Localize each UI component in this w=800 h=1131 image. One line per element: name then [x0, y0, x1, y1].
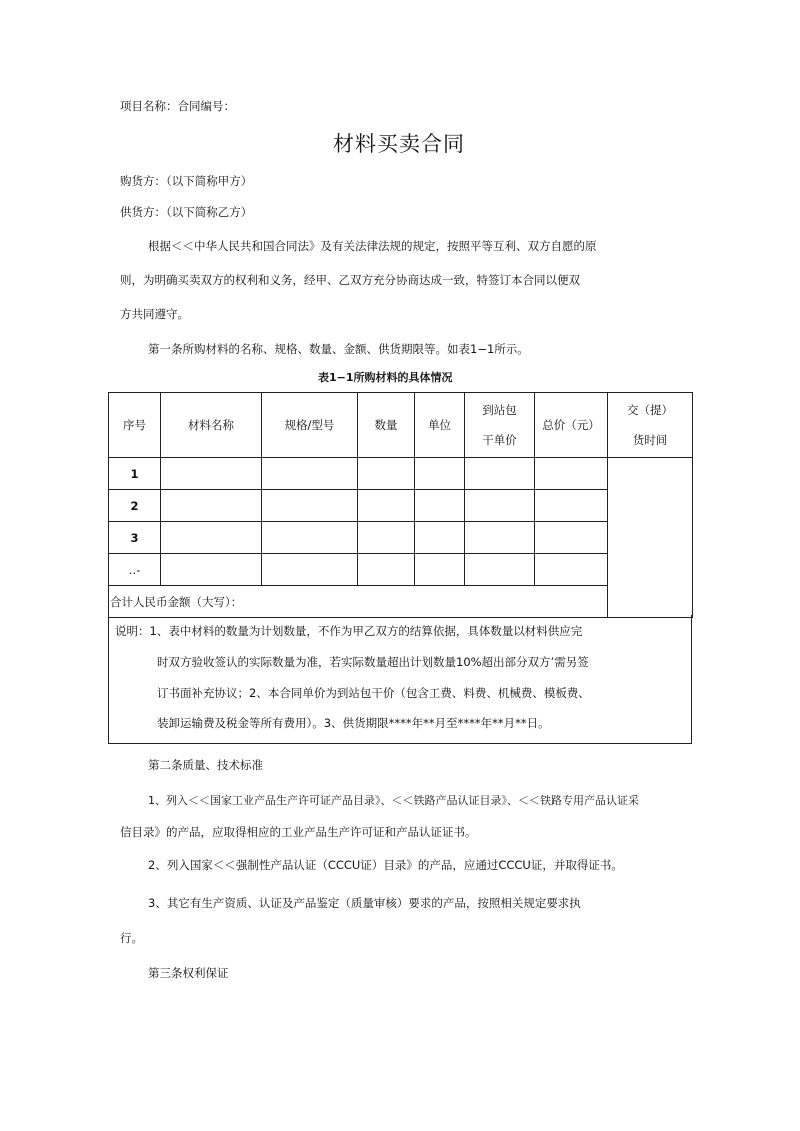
- article2-item3-line1: 3、其它有生产资质、认证及产品鉴定（质量审核）要求的产品，按照相关规定要求执: [148, 896, 581, 910]
- header-unit: 单位: [415, 393, 465, 458]
- table-cell: [161, 490, 262, 522]
- table-cell: [358, 490, 415, 522]
- page-title: 材料买卖合同: [333, 132, 465, 156]
- table-cell: [415, 490, 465, 522]
- table-cell: [358, 554, 415, 586]
- table-cell: [465, 458, 535, 490]
- row-number: 2: [109, 490, 161, 522]
- table-row: [109, 490, 693, 522]
- table-cell: [465, 554, 535, 586]
- table-cell: [161, 458, 262, 490]
- delivery-time-merged-cell: [608, 458, 693, 618]
- table-cell: [465, 490, 535, 522]
- total-row: [109, 586, 693, 618]
- header-no: 序号: [109, 393, 161, 458]
- article3-heading: 第三条权利保证: [148, 966, 229, 980]
- table-notes: [108, 615, 692, 744]
- table-row: [109, 458, 693, 490]
- table-cell: [535, 490, 608, 522]
- table-row: [109, 522, 693, 554]
- table-cell: [465, 522, 535, 554]
- header-delivery-line2: 货时间: [632, 433, 668, 447]
- notes-line-1: 说明：1、表中材料的数量为计划数量，不作为甲乙双方的结算依据，具体数量以材料供应完: [115, 624, 583, 638]
- header-total: 总价（元）: [535, 393, 608, 458]
- header-quantity: 数量: [358, 393, 415, 458]
- table-cell: [262, 554, 358, 586]
- article1-text: 第一条所购材料的名称、规格、数量、金额、供货期限等。如表1−1所示。: [148, 342, 529, 356]
- header-delivery-line1: 交（提）: [627, 403, 673, 417]
- table-cell: [358, 522, 415, 554]
- article2-item1-line2: 信目录》的产品，应取得相应的工业产品生产许可证和产品认证证书。: [120, 825, 477, 839]
- project-name-line: 项目名称：合同编号：: [120, 99, 235, 113]
- table-cell: [161, 554, 262, 586]
- preamble-line-2: 则，为明确买卖双方的权利和义务，经甲、乙双方充分协商达成一致，特签订本合同以便双: [120, 273, 580, 287]
- header-unit-price-line1: 到站包: [482, 403, 517, 417]
- notes-line-2: 时双方验收签认的实际数量为准，若实际数量超出计划数量10%超出部分双方’需另签: [157, 655, 589, 669]
- table-cell: [415, 522, 465, 554]
- total-amount-label: 合计人民币金额（大写）：: [109, 586, 608, 618]
- article2-item1-line1: 1、列入＜＜国家工业产品生产许可证产品目录》、＜＜铁路产品认证目录》、＜＜铁路专用产品认证采: [148, 794, 639, 807]
- header-spec: 规格/型号: [262, 393, 358, 458]
- notes-line-3: 订书面补充协议；2、本合同单价为到站包干价（包含工费、料费、机械费、模板费、: [157, 686, 590, 700]
- table-cell: [415, 458, 465, 490]
- notes-line-4: 装卸运输费及税金等所有费用）。3、供货期限****年**月至****年**月**日。: [157, 716, 550, 730]
- table-cell: [262, 522, 358, 554]
- header-delivery-time: [608, 393, 693, 458]
- table-cell: [262, 458, 358, 490]
- table-cell: [262, 490, 358, 522]
- table-cell: [415, 554, 465, 586]
- table-row: [109, 554, 693, 586]
- table-header-row: [109, 393, 693, 458]
- article2-item2: 2、列入国家＜＜强制性产品认证（CCCU证）目录》的产品，应通过CCCU证，并取得证书。: [148, 858, 623, 872]
- buyer-line: 购货方：（以下简称甲方）: [120, 174, 253, 188]
- table-cell: [535, 522, 608, 554]
- header-unit-price: [465, 393, 535, 458]
- seller-line: 供货方：（以下简称乙方）: [120, 205, 253, 219]
- row-number: 1: [109, 458, 161, 490]
- row-number: 3: [109, 522, 161, 554]
- row-number: ‥‐: [109, 554, 161, 586]
- table-cell: [535, 554, 608, 586]
- header-material-name: 材料名称: [161, 393, 262, 458]
- table-caption: 表1−1所购材料的具体情况: [318, 371, 453, 384]
- table-cell: [535, 458, 608, 490]
- materials-table: [108, 392, 693, 618]
- table-cell: [358, 458, 415, 490]
- table-cell: [161, 522, 262, 554]
- header-unit-price-line2: 干单价: [482, 433, 517, 447]
- preamble-line-1: 根据＜＜中华人民共和国合同法》及有关法律法规的规定，按照平等互利、双方自愿的原: [148, 239, 597, 253]
- article2-heading: 第二条质量、技术标准: [148, 758, 263, 772]
- preamble-line-3: 方共同遵守。: [120, 307, 189, 321]
- article2-item3-line2: 行。: [120, 931, 143, 945]
